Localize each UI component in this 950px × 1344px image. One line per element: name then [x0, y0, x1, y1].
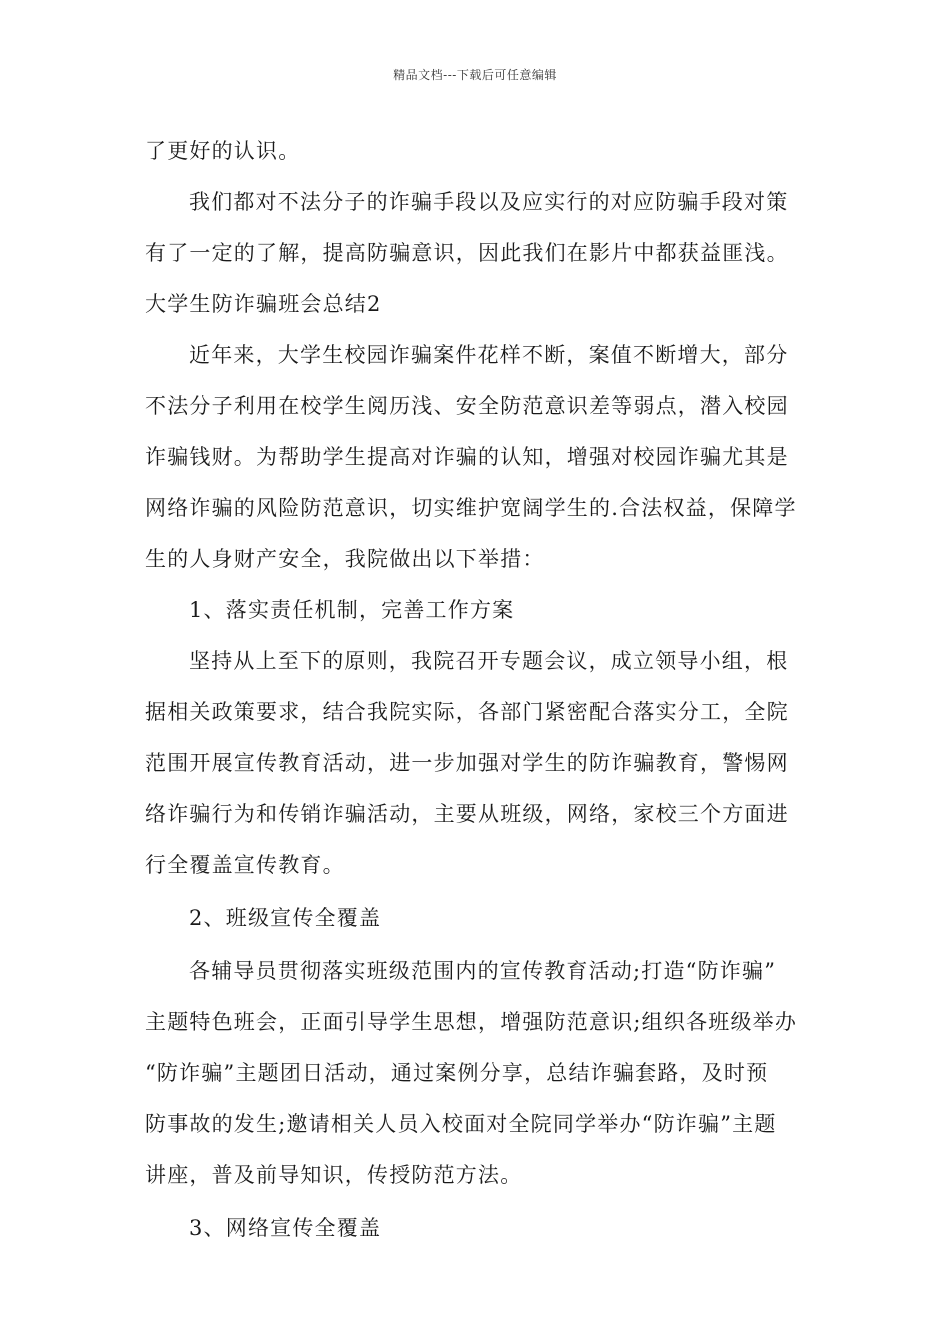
- body-line: 主题特色班会，正面引导学生思想，增强防范意识;组织各班级举办: [145, 1010, 798, 1034]
- body-line: 生的人身财产安全，我院做出以下举措：: [145, 547, 545, 571]
- page-header: 精品文档---下载后可任意编辑: [393, 68, 557, 82]
- body-line: 我们都对不法分子的诈骗手段以及应实行的对应防骗手段对策: [189, 190, 789, 214]
- body-line: 讲座，普及前导知识，传授防范方法。: [145, 1163, 523, 1187]
- body-line: 不法分子利用在校学生阅历浅、安全防范意识差等弱点，潜入校园: [145, 394, 789, 418]
- body-line: 了更好的认识。: [145, 139, 301, 163]
- document-body: [145, 126, 807, 1254]
- body-line: 据相关政策要求，结合我院实际，各部门紧密配合落实分工，全院: [145, 700, 789, 724]
- subsection-heading: 1、落实责任机制，完善工作方案: [189, 598, 515, 622]
- body-line: 坚持从上至下的原则，我院召开专题会议，成立领导小组，根: [189, 649, 789, 673]
- body-line: 有了一定的了解，提高防骗意识，因此我们在影片中都获益匪浅。: [145, 241, 789, 265]
- subsection-heading: 3、网络宣传全覆盖: [189, 1216, 382, 1240]
- section-heading: 大学生防诈骗班会总结2: [145, 292, 382, 316]
- body-line: 网络诈骗的风险防范意识，切实维护宽阔学生的.合法权益，保障学: [145, 496, 797, 520]
- body-line: 防事故的发生;邀请相关人员入校面对全院同学举办“防诈骗”主题: [145, 1112, 777, 1136]
- body-line: 范围开展宣传教育活动，进一步加强对学生的防诈骗教育，警惕网: [145, 751, 789, 775]
- body-line: 络诈骗行为和传销诈骗活动，主要从班级，网络，家校三个方面进: [145, 802, 789, 826]
- body-line: 近年来，大学生校园诈骗案件花样不断，案值不断增大，部分: [189, 343, 789, 367]
- body-line: 各辅导员贯彻落实班级范围内的宣传教育活动;打造“防诈骗”: [189, 959, 777, 983]
- subsection-heading: 2、班级宣传全覆盖: [189, 906, 382, 930]
- body-line: 诈骗钱财。为帮助学生提高对诈骗的认知，增强对校园诈骗尤其是: [145, 445, 789, 469]
- body-line: “防诈骗”主题团日活动，通过案例分享，总结诈骗套路，及时预: [145, 1061, 769, 1085]
- body-line: 行全覆盖宣传教育。: [145, 853, 345, 877]
